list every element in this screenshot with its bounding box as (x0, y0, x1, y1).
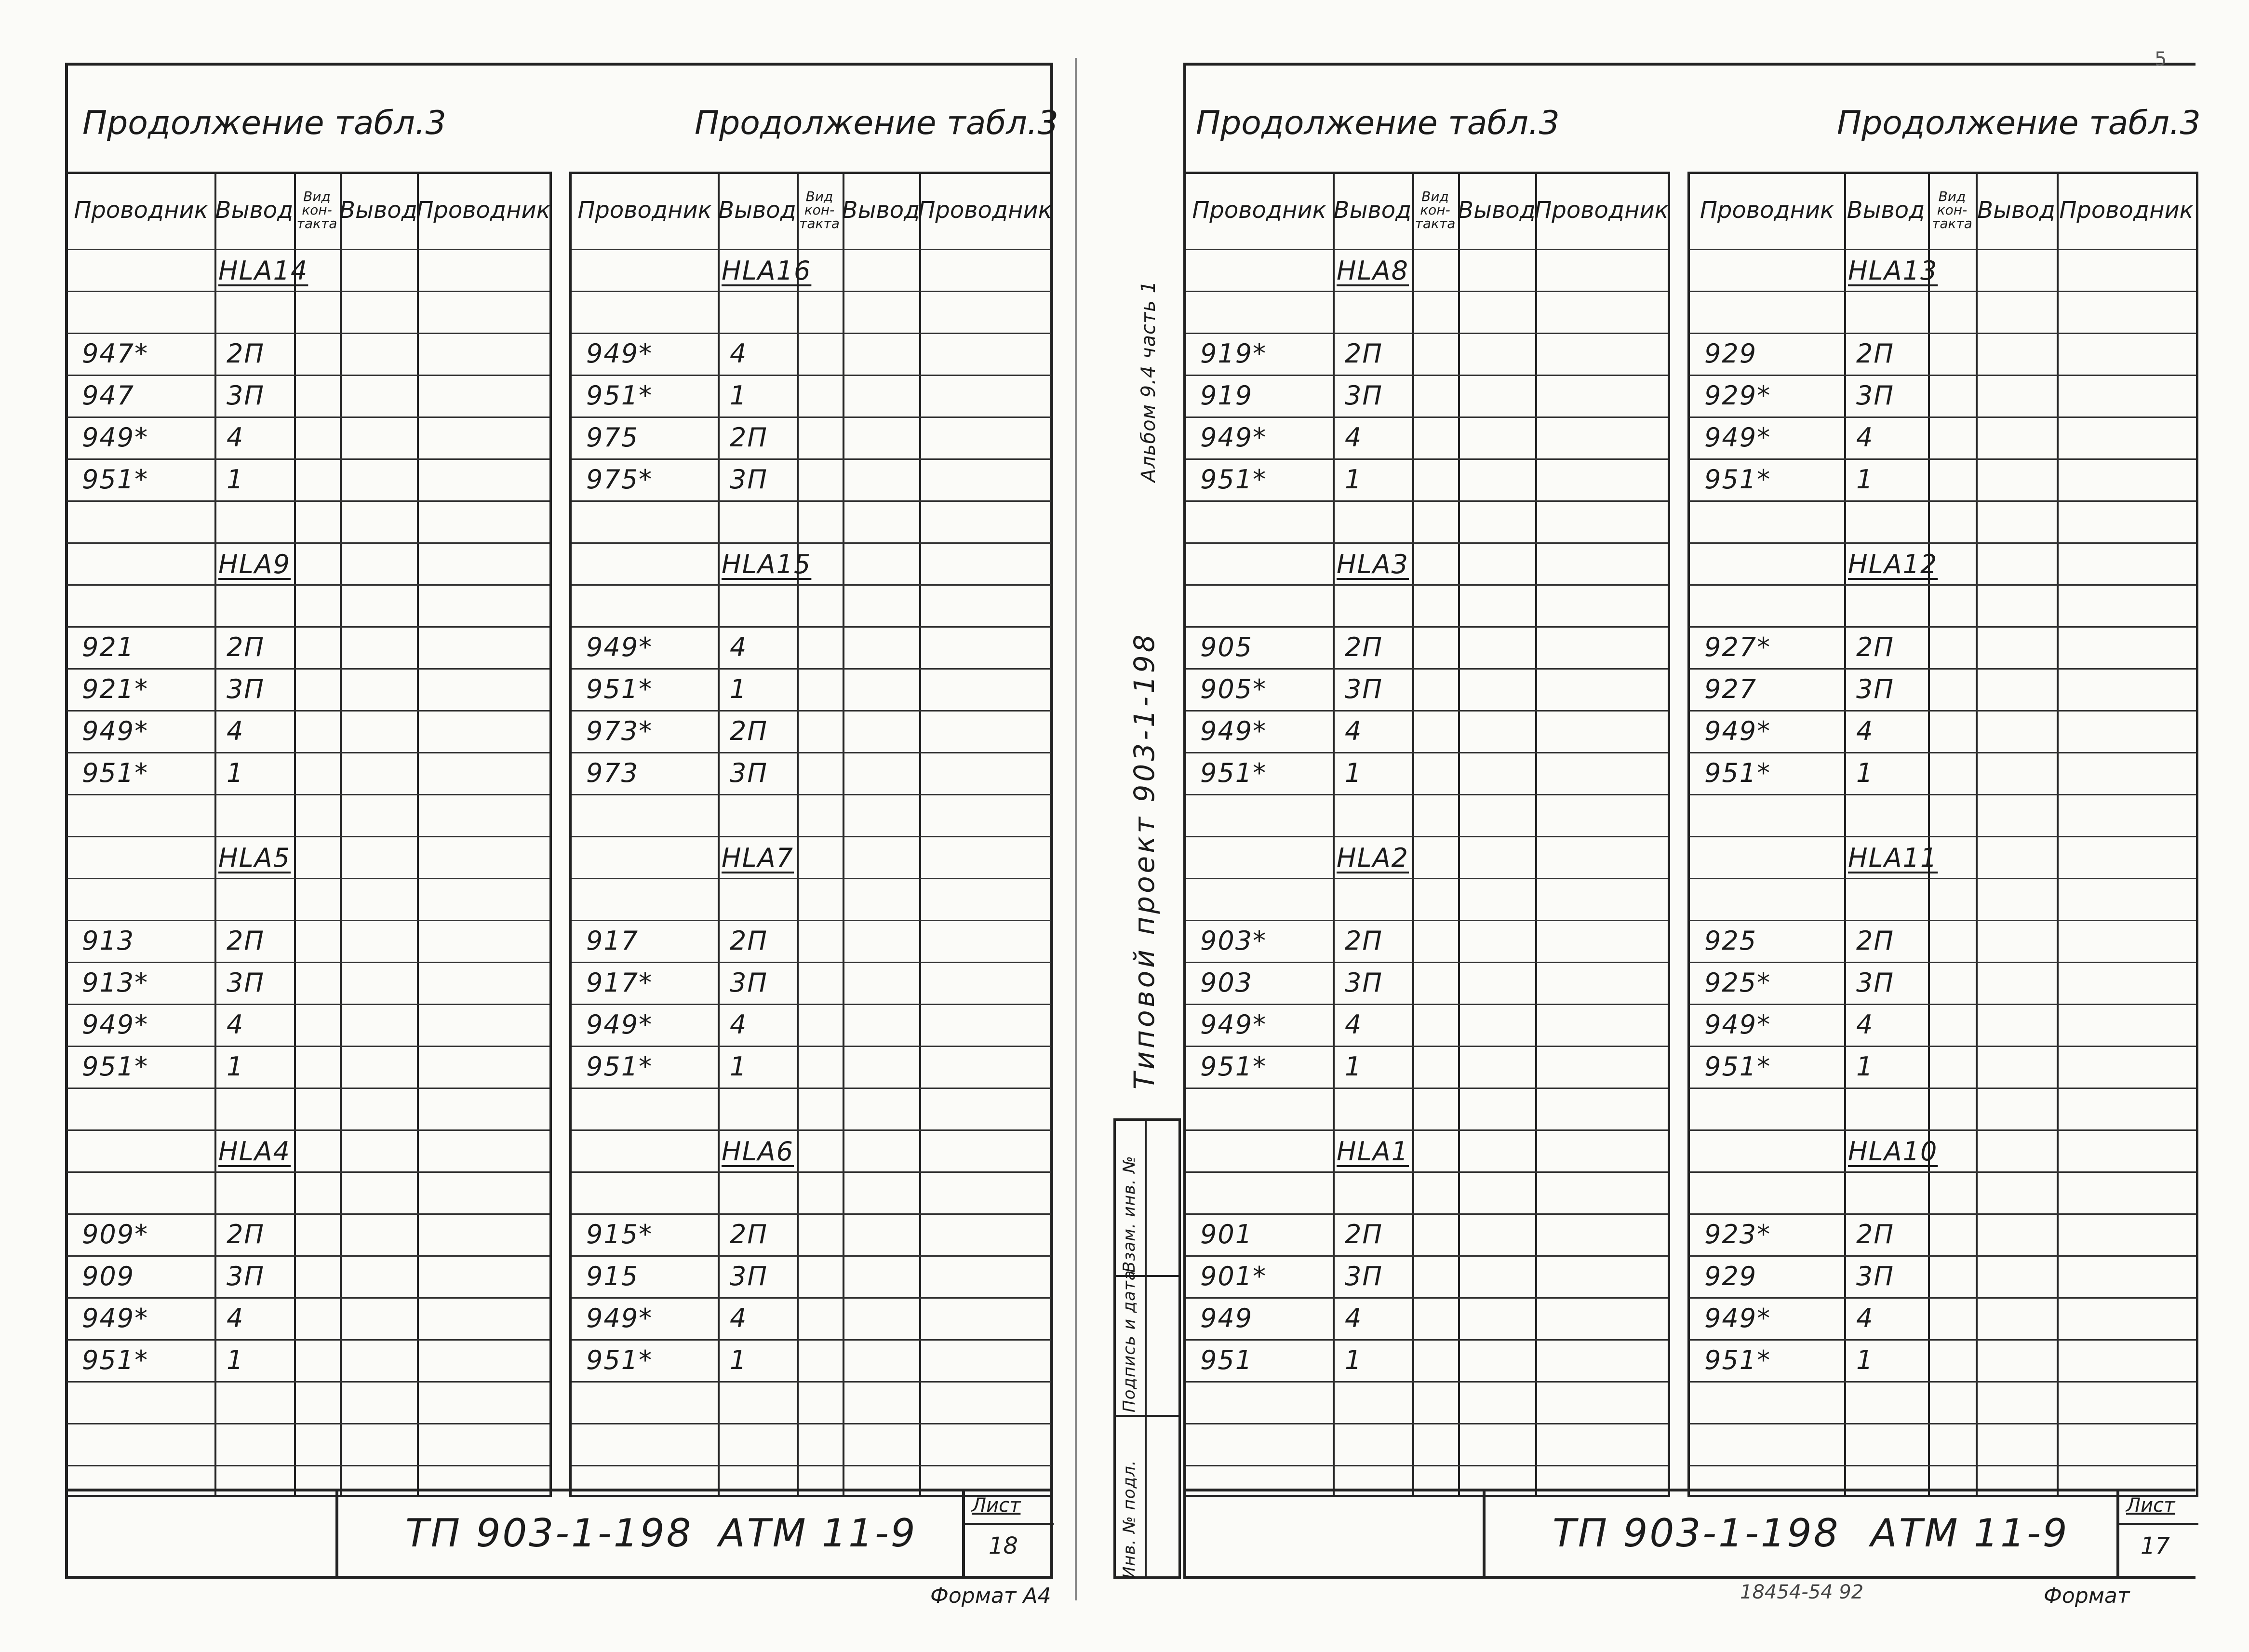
terminal-cell: 4 (227, 1009, 244, 1040)
terminal-cell: 2П (1345, 926, 1383, 956)
terminal-cell: 4 (730, 632, 748, 662)
conductor-cell: 917* (586, 967, 653, 998)
conductor-cell: 951* (1200, 758, 1267, 788)
terminal-cell: 3П (730, 464, 768, 495)
terminal-cell: 4 (1345, 716, 1363, 746)
column-header: Проводник (918, 197, 1052, 224)
conductor-cell: 915* (586, 1219, 653, 1249)
block-name: HLA14 (218, 255, 308, 286)
conductor-cell: 949* (82, 1009, 149, 1040)
terminal-cell: 3П (1345, 674, 1383, 704)
column-header (1928, 174, 1976, 246)
conductor-cell: 951* (82, 1345, 149, 1375)
block-name: HLA7 (722, 843, 794, 873)
terminal-cell: 4 (1856, 422, 1874, 453)
approval-strip (1113, 1118, 1181, 1579)
table-left (1183, 172, 1670, 1497)
terminal-cell: 1 (227, 758, 244, 788)
document-code: АТМ 11-9 (1871, 1511, 2069, 1556)
conductor-cell: 975* (586, 464, 653, 495)
terminal-cell: 2П (227, 926, 265, 956)
conductor-cell: 929 (1704, 1261, 1757, 1291)
contact-type-header-part: такта (296, 215, 337, 231)
page-gutter (1075, 58, 1077, 1600)
terminal-cell: 2П (1856, 926, 1894, 956)
terminal-cell: 2П (1345, 1219, 1383, 1249)
conductor-cell: 951* (82, 464, 149, 495)
terminal-cell: 4 (730, 1303, 748, 1333)
conductor-cell: 917 (586, 926, 639, 956)
block-name: HLA6 (722, 1136, 794, 1167)
terminal-cell: 3П (227, 967, 265, 998)
conductor-cell: 919* (1200, 338, 1267, 369)
conductor-cell: 947* (82, 338, 149, 369)
conductor-cell: 949 (1200, 1303, 1253, 1333)
block-name: HLA15 (722, 549, 812, 579)
conductor-cell: 949* (82, 1303, 149, 1333)
terminal-cell: 4 (1345, 1303, 1363, 1333)
terminal-cell: 1 (730, 1051, 748, 1082)
conductor-cell: 951 (1200, 1345, 1253, 1375)
terminal-cell: 1 (1856, 1345, 1874, 1375)
table-right (1687, 172, 2198, 1497)
conductor-cell: 927* (1704, 632, 1771, 662)
terminal-cell: 4 (730, 338, 748, 369)
terminal-cell: 1 (1856, 1051, 1874, 1082)
side-album-label: Альбом 9.4 часть 1 (1138, 280, 1160, 482)
block-name: HLA8 (1337, 255, 1409, 286)
conductor-cell: 903* (1200, 926, 1267, 956)
terminal-cell: 3П (227, 674, 265, 704)
format-label-right: Формат (2044, 1584, 2130, 1608)
conductor-cell: 949* (82, 422, 149, 453)
block-name: HLA4 (218, 1136, 291, 1167)
conductor-cell: 905* (1200, 674, 1267, 704)
sheet-label: Лист (972, 1494, 1021, 1517)
terminal-cell: 4 (1856, 1009, 1874, 1040)
conductor-cell: 951* (82, 1051, 149, 1082)
table-title-right: Продолжение табл.3 (695, 104, 1058, 142)
document-code: АТМ 11-9 (719, 1511, 917, 1556)
terminal-cell: 1 (227, 464, 244, 495)
conductor-cell: 951* (1200, 1051, 1267, 1082)
conductor-cell: 949* (586, 1009, 653, 1040)
conductor-cell: 949* (1704, 1303, 1771, 1333)
conductor-cell: 929 (1704, 338, 1757, 369)
terminal-cell: 2П (1856, 338, 1894, 369)
terminal-cell: 3П (227, 380, 265, 411)
conductor-cell: 947 (82, 380, 135, 411)
conductor-cell: 949* (586, 1303, 653, 1333)
column-header (294, 174, 340, 246)
footer-number: 18454-54 92 (1740, 1581, 1864, 1603)
table-title-right: Продолжение табл.3 (1837, 104, 2201, 142)
terminal-cell: 3П (1856, 1261, 1894, 1291)
conductor-cell: 909 (82, 1261, 135, 1291)
column-header (797, 174, 842, 246)
side-project-label: Типовой проект 903-1-198 (1128, 631, 1161, 1089)
terminal-cell: 4 (1856, 1303, 1874, 1333)
block-name: HLA10 (1848, 1136, 1938, 1167)
terminal-cell: 4 (227, 716, 244, 746)
terminal-cell: 4 (227, 422, 244, 453)
column-header: Проводник (1700, 197, 1834, 224)
block-name: HLA9 (218, 549, 291, 579)
terminal-cell: 2П (227, 1219, 265, 1249)
terminal-cell: 4 (730, 1009, 748, 1040)
terminal-cell: 3П (1345, 380, 1383, 411)
conductor-cell: 927 (1704, 674, 1757, 704)
conductor-cell: 929* (1704, 380, 1771, 411)
sheet-label: Лист (2126, 1494, 2175, 1517)
column-header: Проводник (416, 197, 550, 224)
corner-mark: 5 (2155, 48, 2167, 70)
terminal-cell: 1 (1345, 464, 1363, 495)
terminal-cell: 2П (1345, 338, 1383, 369)
conductor-cell: 951* (1704, 464, 1771, 495)
terminal-cell: 2П (227, 338, 265, 369)
column-header: Проводник (1534, 197, 1669, 224)
contact-type-header-part: кон- (804, 202, 835, 218)
left-sheet (65, 63, 1058, 1579)
terminal-cell: 2П (227, 632, 265, 662)
terminal-cell: 4 (1345, 1009, 1363, 1040)
terminal-cell: 4 (1856, 716, 1874, 746)
contact-type-header-part: Вид (805, 188, 833, 204)
terminal-cell: 1 (227, 1345, 244, 1375)
project-code: ТП 903-1-198 (405, 1511, 693, 1556)
block-name: HLA5 (218, 843, 291, 873)
column-header: Вывод (215, 197, 294, 224)
conductor-cell: 903 (1200, 967, 1253, 998)
title-block (1186, 1489, 2195, 1576)
column-header: Вывод (718, 197, 796, 224)
conductor-cell: 951* (586, 674, 653, 704)
terminal-cell: 2П (730, 1219, 768, 1249)
strip-inv-no: Инв. № подл. (1120, 1460, 1139, 1579)
right-sheet (1183, 63, 2201, 1579)
format-label-left: Формат А4 (930, 1584, 1051, 1608)
contact-type-header-part: такта (799, 215, 840, 231)
conductor-cell: 949* (1200, 1009, 1267, 1040)
block-name: HLA2 (1337, 843, 1409, 873)
conductor-cell: 949* (1200, 716, 1267, 746)
terminal-cell: 3П (1856, 380, 1894, 411)
conductor-cell: 951* (586, 1345, 653, 1375)
contact-type-header-part: Вид (1421, 188, 1449, 204)
conductor-cell: 973 (586, 758, 639, 788)
column-header: Вывод (1847, 197, 1925, 224)
conductor-cell: 949* (1704, 1009, 1771, 1040)
terminal-cell: 1 (1856, 758, 1874, 788)
conductor-cell: 901* (1200, 1261, 1267, 1291)
terminal-cell: 2П (730, 926, 768, 956)
strip-replace-inv: Взам. инв. № (1120, 1155, 1139, 1273)
terminal-cell: 1 (1345, 1051, 1363, 1082)
column-header: Проводник (577, 197, 712, 224)
terminal-cell: 2П (1345, 632, 1383, 662)
contact-type-header-part: такта (1415, 215, 1456, 231)
terminal-cell: 2П (1856, 1219, 1894, 1249)
terminal-cell: 3П (730, 967, 768, 998)
terminal-cell: 1 (227, 1051, 244, 1082)
terminal-cell: 3П (730, 758, 768, 788)
conductor-cell: 923* (1704, 1219, 1771, 1249)
terminal-cell: 3П (730, 1261, 768, 1291)
conductor-cell: 921* (82, 674, 149, 704)
conductor-cell: 921 (82, 632, 135, 662)
column-header: Проводник (1192, 197, 1326, 224)
terminal-cell: 3П (1345, 1261, 1383, 1291)
table-left (65, 172, 552, 1497)
project-code: ТП 903-1-198 (1553, 1511, 1840, 1556)
contact-type-header-part: Вид (303, 188, 331, 204)
terminal-cell: 3П (1856, 674, 1894, 704)
terminal-cell: 1 (730, 380, 748, 411)
column-header: Вывод (842, 197, 920, 224)
terminal-cell: 1 (730, 674, 748, 704)
block-name: HLA16 (722, 255, 812, 286)
conductor-cell: 901 (1200, 1219, 1253, 1249)
conductor-cell: 975 (586, 422, 639, 453)
conductor-cell: 949* (82, 716, 149, 746)
terminal-cell: 3П (227, 1261, 265, 1291)
block-name: HLA13 (1848, 255, 1938, 286)
conductor-cell: 913 (82, 926, 135, 956)
strip-signature: Подпись и дата (1120, 1270, 1139, 1412)
conductor-cell: 919 (1200, 380, 1253, 411)
conductor-cell: 905 (1200, 632, 1253, 662)
contact-type-header-part: кон- (302, 202, 332, 218)
title-block (68, 1489, 1050, 1576)
column-header: Проводник (2059, 197, 2194, 224)
conductor-cell: 949* (1704, 422, 1771, 453)
contact-type-header-part: такта (1932, 215, 1972, 231)
conductor-cell: 949* (1200, 422, 1267, 453)
conductor-cell: 951* (586, 380, 653, 411)
conductor-cell: 951* (1704, 1345, 1771, 1375)
column-header (1412, 174, 1458, 246)
sheet-number: 18 (989, 1532, 1018, 1559)
terminal-cell: 2П (730, 716, 768, 746)
table-title-left: Продолжение табл.3 (82, 104, 446, 142)
terminal-cell: 1 (1856, 464, 1874, 495)
conductor-cell: 951* (82, 758, 149, 788)
terminal-cell: 2П (1856, 632, 1894, 662)
contact-type-header-part: кон- (1937, 202, 1968, 218)
column-header: Вывод (339, 197, 417, 224)
terminal-cell: 3П (1345, 967, 1383, 998)
terminal-cell: 2П (730, 422, 768, 453)
block-name: HLA3 (1337, 549, 1409, 579)
conductor-cell: 925 (1704, 926, 1757, 956)
block-name: HLA11 (1848, 843, 1938, 873)
column-header: Вывод (1333, 197, 1412, 224)
table-right (569, 172, 1053, 1497)
contact-type-header-part: Вид (1938, 188, 1966, 204)
contact-type-header-part: кон- (1420, 202, 1450, 218)
table-title-left: Продолжение табл.3 (1196, 104, 1560, 142)
conductor-cell: 909* (82, 1219, 149, 1249)
terminal-cell: 1 (1345, 758, 1363, 788)
conductor-cell: 949* (586, 338, 653, 369)
conductor-cell: 951* (586, 1051, 653, 1082)
conductor-cell: 951* (1704, 758, 1771, 788)
conductor-cell: 913* (82, 967, 149, 998)
conductor-cell: 973* (586, 716, 653, 746)
block-name: HLA1 (1337, 1136, 1409, 1167)
conductor-cell: 925* (1704, 967, 1771, 998)
terminal-cell: 4 (227, 1303, 244, 1333)
conductor-cell: 949* (1704, 716, 1771, 746)
column-header: Вывод (1458, 197, 1536, 224)
conductor-cell: 951* (1704, 1051, 1771, 1082)
conductor-cell: 951* (1200, 464, 1267, 495)
sheet-number: 17 (2141, 1532, 2170, 1559)
conductor-cell: 949* (586, 632, 653, 662)
block-name: HLA12 (1848, 549, 1938, 579)
column-header: Вывод (1977, 197, 2055, 224)
terminal-cell: 3П (1856, 967, 1894, 998)
terminal-cell: 1 (730, 1345, 748, 1375)
column-header: Проводник (74, 197, 208, 224)
conductor-cell: 915 (586, 1261, 639, 1291)
terminal-cell: 4 (1345, 422, 1363, 453)
terminal-cell: 1 (1345, 1345, 1363, 1375)
